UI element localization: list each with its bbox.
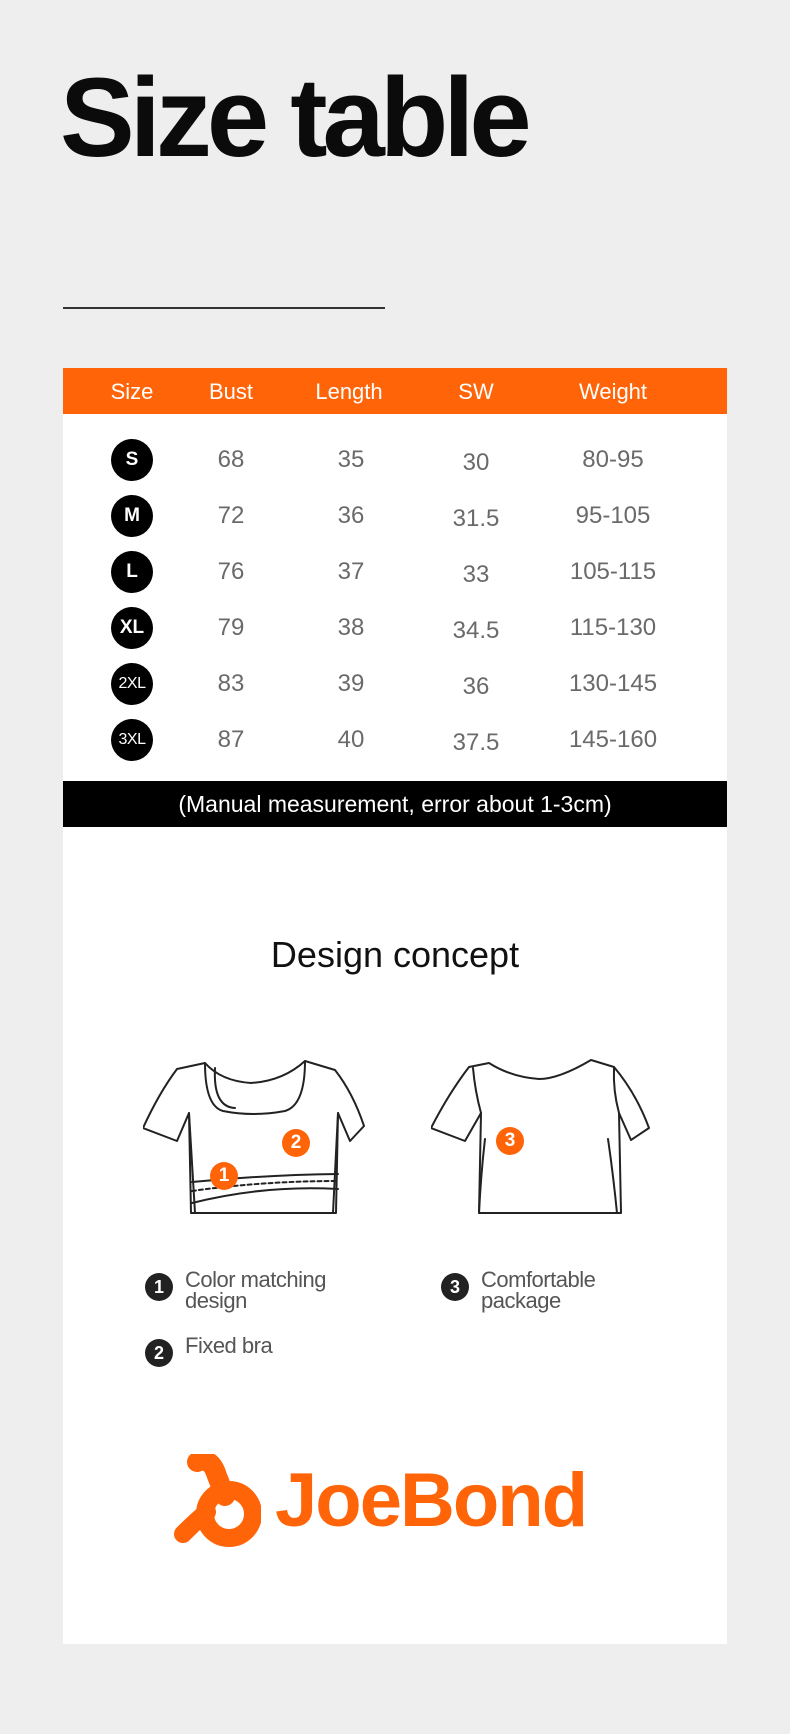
length-value: 39 bbox=[337, 670, 365, 697]
bust-value: 83 bbox=[217, 670, 245, 697]
sw-value: 33 bbox=[462, 561, 490, 588]
feature-label: Fixed bra bbox=[185, 1333, 273, 1358]
brand-mark-icon bbox=[167, 1454, 261, 1548]
weight-value: 95-105 bbox=[575, 502, 651, 529]
table-row bbox=[63, 545, 727, 601]
weight-value: 145-160 bbox=[568, 726, 658, 753]
weight-value: 130-145 bbox=[568, 670, 658, 697]
sw-value: 30 bbox=[462, 449, 490, 476]
feature-number: 3 bbox=[441, 1273, 469, 1301]
column-header-size: Size bbox=[110, 379, 154, 404]
size-badge: 3XL bbox=[111, 719, 153, 761]
length-value: 40 bbox=[337, 726, 365, 753]
column-header-weight: Weight bbox=[578, 379, 648, 404]
bust-value: 76 bbox=[217, 558, 245, 585]
table-row bbox=[63, 713, 727, 769]
column-header-length: Length bbox=[315, 379, 383, 404]
shirt-back-illustration bbox=[431, 1053, 653, 1218]
length-value: 38 bbox=[337, 614, 365, 641]
bust-value: 72 bbox=[217, 502, 245, 529]
table-row bbox=[63, 489, 727, 545]
feature-item-color-matching bbox=[145, 1269, 326, 1311]
bust-value: 79 bbox=[217, 614, 245, 641]
size-badge: M bbox=[111, 495, 153, 537]
weight-value: 105-115 bbox=[569, 558, 657, 585]
design-concept-title: Design concept bbox=[270, 934, 520, 975]
page-title: Size table bbox=[60, 55, 527, 180]
size-badge: S bbox=[111, 439, 153, 481]
shirt-front-illustration bbox=[143, 1053, 365, 1218]
sw-value: 34.5 bbox=[452, 617, 500, 644]
length-value: 37 bbox=[337, 558, 365, 585]
measurement-note: (Manual measurement, error about 1-3cm) bbox=[63, 781, 727, 827]
feature-item-fixed-bra bbox=[145, 1335, 272, 1367]
column-header-bust: Bust bbox=[208, 379, 254, 404]
bust-value: 68 bbox=[217, 446, 245, 473]
feature-marker-1: 1 bbox=[210, 1162, 238, 1190]
feature-marker-2: 2 bbox=[282, 1129, 310, 1157]
weight-value: 80-95 bbox=[582, 446, 644, 473]
sw-value: 31.5 bbox=[452, 505, 500, 532]
table-row bbox=[63, 433, 727, 489]
content-card bbox=[63, 368, 727, 1644]
size-badge: L bbox=[111, 551, 153, 593]
table-row bbox=[63, 657, 727, 713]
feature-label: Comfortable package bbox=[481, 1267, 596, 1313]
size-badge: XL bbox=[111, 607, 153, 649]
sw-value: 36 bbox=[462, 673, 490, 700]
feature-marker-3: 3 bbox=[496, 1127, 524, 1155]
brand-logo bbox=[167, 1454, 586, 1548]
weight-value: 115-130 bbox=[569, 614, 657, 641]
brand-name: JoeBond bbox=[275, 1458, 587, 1543]
length-value: 35 bbox=[337, 446, 365, 473]
feature-number: 2 bbox=[145, 1339, 173, 1367]
table-row bbox=[63, 601, 727, 657]
bust-value: 87 bbox=[217, 726, 245, 753]
column-header-sw: SW bbox=[458, 379, 494, 404]
length-value: 36 bbox=[337, 502, 365, 529]
sw-value: 37.5 bbox=[452, 729, 500, 756]
feature-label: Color matching design bbox=[185, 1267, 326, 1313]
size-badge: 2XL bbox=[111, 663, 153, 705]
feature-number: 1 bbox=[145, 1273, 173, 1301]
title-divider bbox=[63, 307, 385, 309]
feature-item-comfortable-package bbox=[441, 1269, 595, 1311]
size-table-header bbox=[63, 368, 727, 414]
